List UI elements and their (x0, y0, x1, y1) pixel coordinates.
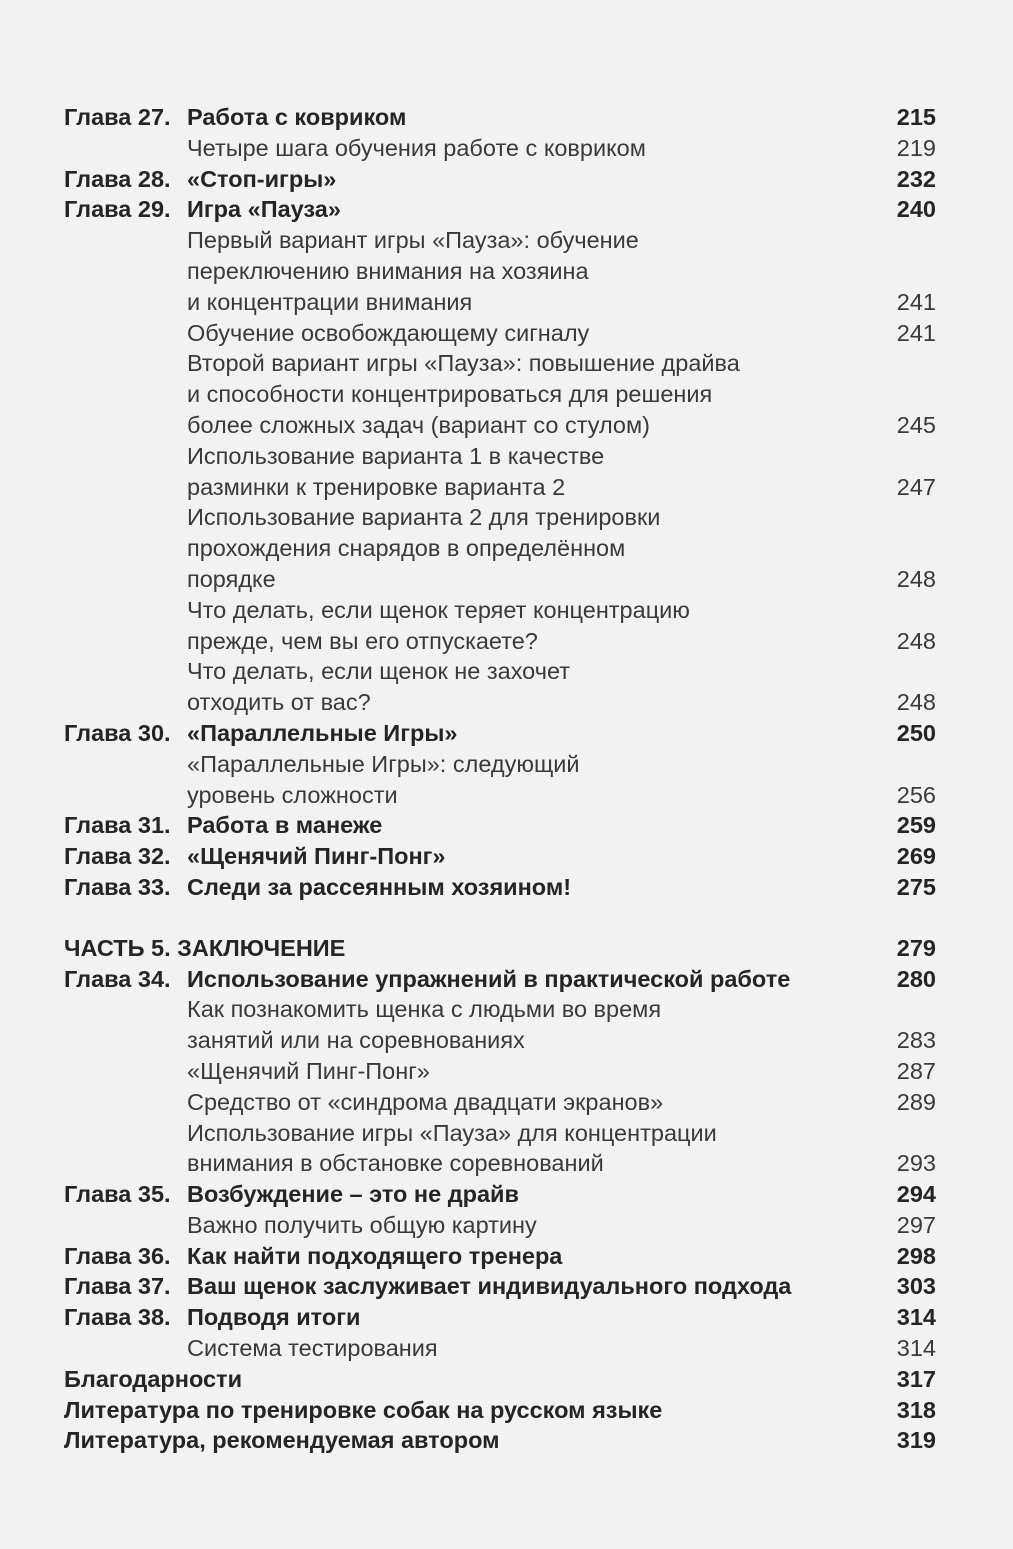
chapter-title: «Стоп-игры» (187, 165, 337, 192)
section-title-line: переключению внимания на хозяина (187, 257, 589, 284)
page-number: 314 (896, 1304, 936, 1331)
toc-entry-chapter-30 (64, 718, 936, 749)
toc-entry-section (64, 1118, 936, 1180)
chapter-title: Игра «Пауза» (187, 196, 341, 223)
part-title: ЧАСТЬ 5. ЗАКЛЮЧЕНИЕ (64, 934, 346, 961)
entry-title: Литература по тренировке собак на русском языке (64, 1396, 663, 1423)
page-number: 275 (896, 873, 936, 900)
section-title-line: прежде, чем вы его отпускаете? (187, 627, 538, 654)
section-title-line: Четыре шага обучения работе с ковриком (187, 134, 646, 161)
section-title-line: уровень сложности (187, 781, 398, 808)
chapter-label: Глава 32. (64, 843, 171, 870)
page-number: 279 (896, 934, 936, 961)
toc-entry-section (64, 225, 936, 317)
page-number: 248 (896, 627, 936, 654)
section-title-line: «Параллельные Игры»: следующий (187, 750, 580, 777)
chapter-label: Глава 37. (64, 1273, 171, 1300)
page-number: 248 (896, 565, 936, 592)
toc-entry-literature-russian (64, 1395, 936, 1426)
page-number: 287 (896, 1057, 936, 1084)
page-number: 293 (896, 1150, 936, 1177)
page-number: 317 (896, 1365, 936, 1392)
page-number: 232 (896, 165, 936, 192)
toc-entry-section (64, 1087, 936, 1118)
chapter-label: Глава 31. (64, 812, 171, 839)
section-title-line: и концентрации внимания (187, 288, 473, 315)
page-number: 240 (896, 196, 936, 223)
section-title-line: Первый вариант игры «Пауза»: обучение (187, 227, 639, 254)
page-number: 215 (896, 104, 936, 130)
chapter-label: Глава 28. (64, 165, 171, 192)
toc-entry-section (64, 1056, 936, 1087)
toc-entry-chapter-38 (64, 1302, 936, 1333)
toc-entry-section (64, 1333, 936, 1364)
toc-entry-chapter-33 (64, 872, 936, 903)
table-of-contents (64, 102, 936, 1456)
toc-entry-chapter-34 (64, 964, 936, 995)
page-number: 297 (896, 1211, 936, 1238)
section-title-line: порядке (187, 565, 276, 592)
chapter-label: Глава 36. (64, 1242, 171, 1269)
toc-entry-section (64, 318, 936, 349)
chapter-label: Глава 35. (64, 1181, 171, 1208)
chapter-title: «Щенячий Пинг-Понг» (187, 843, 446, 870)
page-number: 294 (896, 1181, 936, 1208)
page-number: 256 (896, 781, 936, 808)
section-title-line: Важно получить общую картину (187, 1211, 537, 1238)
chapter-label: Глава 27. (64, 104, 171, 130)
section-title-line: Использование варианта 1 в качестве (187, 442, 605, 469)
section-title-line: занятий или на соревнованиях (187, 1027, 525, 1054)
toc-entry-section (64, 441, 936, 503)
chapter-title: Возбуждение – это не драйв (187, 1181, 519, 1208)
page-number: 241 (896, 319, 936, 346)
toc-entry-section (64, 656, 936, 718)
section-title-line: «Щенячий Пинг-Понг» (187, 1057, 430, 1084)
section-title-line: отходить от вас? (187, 689, 371, 716)
toc-entry-chapter-27 (64, 102, 936, 133)
chapter-label: Глава 29. (64, 196, 171, 223)
toc-entry-section (64, 595, 936, 657)
page-number: 280 (896, 965, 936, 992)
section-title-line: и способности концентрироваться для решения (187, 381, 713, 408)
toc-entry-chapter-36 (64, 1241, 936, 1272)
section-title-line: разминки к тренировке варианта 2 (187, 473, 566, 500)
toc-entry-section (64, 994, 936, 1056)
toc-entry-chapter-28 (64, 164, 936, 195)
section-title-line: Средство от «синдрома двадцати экранов» (187, 1088, 664, 1115)
page-number: 318 (896, 1396, 936, 1423)
chapter-title: Ваш щенок заслуживает индивидуального подхода (187, 1273, 792, 1300)
section-title-line: Использование варианта 2 для тренировки (187, 504, 661, 531)
page-number: 250 (896, 719, 936, 746)
chapter-label: Глава 34. (64, 965, 171, 992)
section-title-line: Обучение освобождающему сигналу (187, 319, 590, 346)
page-number: 319 (896, 1427, 936, 1454)
toc-entry-section (64, 1210, 936, 1241)
page-number: 247 (896, 473, 936, 500)
page-number: 248 (896, 689, 936, 716)
chapter-title: Как найти подходящего тренера (187, 1242, 563, 1269)
section-title-line: прохождения снарядов в определённом (187, 535, 626, 562)
page-number: 314 (896, 1335, 936, 1362)
toc-entry-chapter-29 (64, 194, 936, 225)
chapter-title: Работа в манеже (187, 812, 383, 839)
page-number: 283 (896, 1027, 936, 1054)
section-title-line: Второй вариант игры «Пауза»: повышение драйва (187, 350, 740, 377)
toc-entry-section (64, 133, 936, 164)
entry-title: Литература, рекомендуемая автором (64, 1427, 500, 1454)
toc-entry-section (64, 348, 936, 440)
toc-entry-part-5 (64, 933, 936, 964)
chapter-title: Использование упражнений в практической работе (187, 965, 791, 992)
section-title-line: Использование игры «Пауза» для концентрации (187, 1119, 717, 1146)
chapter-title: Работа с ковриком (187, 104, 407, 130)
page-number: 303 (896, 1273, 936, 1300)
section-title-line: более сложных задач (вариант со стулом) (187, 411, 650, 438)
chapter-title: «Параллельные Игры» (187, 719, 458, 746)
page-number: 289 (896, 1088, 936, 1115)
chapter-label: Глава 38. (64, 1304, 171, 1331)
section-title-line: Что делать, если щенок не захочет (187, 658, 571, 685)
chapter-title: Подводя итоги (187, 1304, 361, 1331)
page-number: 245 (896, 411, 936, 438)
page-number: 298 (896, 1242, 936, 1269)
page-number: 219 (896, 134, 936, 161)
page-number: 259 (896, 812, 936, 839)
toc-entry-chapter-37 (64, 1271, 936, 1302)
page-number: 241 (896, 288, 936, 315)
page-number: 269 (896, 843, 936, 870)
toc-entry-section (64, 502, 936, 594)
section-title-line: внимания в обстановке соревнований (187, 1150, 604, 1177)
section-title-line: Что делать, если щенок теряет концентрацию (187, 596, 690, 623)
chapter-label: Глава 33. (64, 873, 171, 900)
entry-title: Благодарности (64, 1365, 243, 1392)
toc-entry-chapter-31 (64, 810, 936, 841)
toc-entry-chapter-35 (64, 1179, 936, 1210)
toc-entry-section (64, 749, 936, 811)
section-title-line: Система тестирования (187, 1335, 438, 1362)
toc-entry-acknowledgements (64, 1364, 936, 1395)
toc-entry-chapter-32 (64, 841, 936, 872)
chapter-label: Глава 30. (64, 719, 171, 746)
chapter-title: Следи за рассеянным хозяином! (187, 873, 572, 900)
toc-entry-literature-author (64, 1425, 936, 1456)
section-title-line: Как познакомить щенка с людьми во время (187, 996, 662, 1023)
